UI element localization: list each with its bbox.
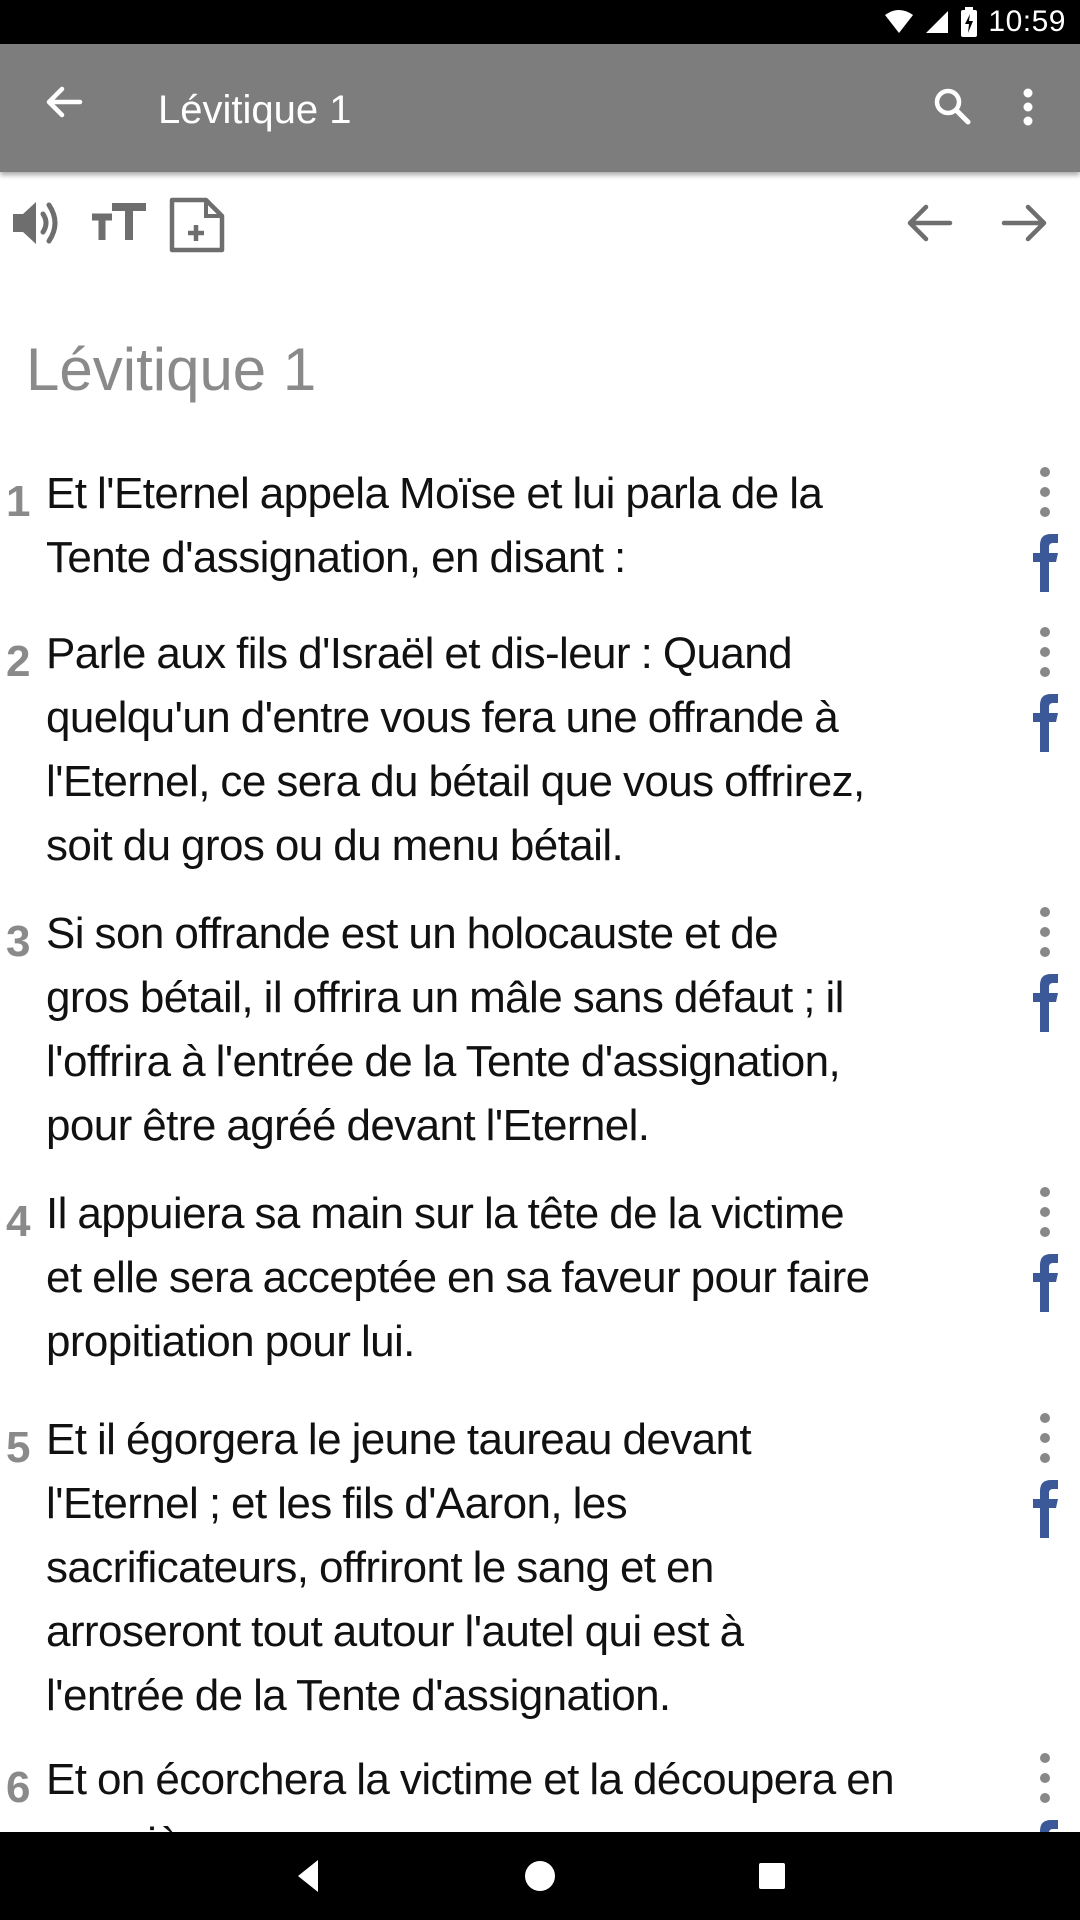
signal-icon (924, 9, 950, 35)
verse-item[interactable] (0, 622, 1080, 902)
verse-line: soit du gros ou du menu bétail. (46, 821, 624, 870)
nav-back-icon[interactable] (288, 1854, 332, 1898)
app-bar (0, 44, 1080, 172)
verse-line: l'entrée de la Tente d'assignation. (46, 1671, 671, 1720)
status-bar (0, 0, 1080, 44)
verse-menu-icon[interactable] (1034, 462, 1056, 522)
nav-home-icon[interactable] (518, 1854, 562, 1898)
verse-item[interactable] (0, 902, 1080, 1182)
verse-number: 6 (6, 1763, 31, 1812)
system-nav-bar (0, 1832, 1080, 1920)
verse-line: l'offrira à l'entrée de la Tente d'assignation, (46, 1037, 841, 1086)
previous-arrow-icon[interactable] (904, 190, 956, 256)
facebook-share-icon[interactable] (1028, 972, 1062, 1032)
verse-line: l'Eternel, ce sera du bétail que vous offrirez, (46, 757, 865, 806)
search-icon[interactable] (928, 82, 978, 132)
verse-line: Et on écorchera la victime et la découpera en (46, 1755, 894, 1804)
verse-number: 2 (6, 637, 31, 686)
verse-line: propitiation pour lui. (46, 1317, 415, 1366)
next-arrow-icon[interactable] (998, 190, 1050, 256)
add-note-icon[interactable] (168, 190, 226, 256)
facebook-share-icon[interactable] (1028, 1252, 1062, 1312)
verse-line: Tente d'assignation, en disant : (46, 533, 626, 582)
facebook-share-icon[interactable] (1028, 1478, 1062, 1538)
verse-text (46, 1408, 1006, 1728)
verse-line: Parle aux fils d'Israël et dis-leur : Quand (46, 629, 792, 678)
status-time: 10:59 (988, 5, 1066, 38)
verse-number: 3 (6, 917, 31, 966)
status-icons (884, 0, 1066, 44)
verse-number: 5 (6, 1423, 31, 1472)
verse-number: 4 (6, 1197, 31, 1246)
verse-item[interactable] (0, 1408, 1080, 1748)
verse-list (0, 462, 1080, 1908)
verse-text (46, 622, 1006, 878)
verse-line: gros bétail, il offrira un mâle sans défaut ; il (46, 973, 844, 1022)
verse-menu-icon[interactable] (1034, 1408, 1056, 1468)
battery-icon (960, 7, 978, 37)
verse-line: l'Eternel ; et les fils d'Aaron, les (46, 1479, 628, 1528)
verse-item[interactable] (0, 1182, 1080, 1408)
verse-line: pour être agréé devant l'Eternel. (46, 1101, 650, 1150)
wifi-icon (884, 9, 914, 35)
verse-line: Il appuiera sa main sur la tête de la victime (46, 1189, 844, 1238)
overflow-menu-icon[interactable] (1008, 82, 1048, 132)
verse-text (46, 902, 1006, 1158)
app-bar-title: Lévitique 1 (158, 88, 352, 132)
verse-line: Et l'Eternel appela Moïse et lui parla de la (46, 469, 823, 518)
verse-line: arroseront tout autour l'autel qui est à (46, 1607, 744, 1656)
facebook-share-icon[interactable] (1028, 532, 1062, 592)
facebook-share-icon[interactable] (1028, 692, 1062, 752)
text-size-icon[interactable] (90, 190, 148, 256)
verse-menu-icon[interactable] (1034, 1748, 1056, 1808)
volume-icon[interactable] (10, 190, 64, 256)
verse-line: sacrificateurs, offriront le sang et en (46, 1543, 714, 1592)
verse-text (46, 1182, 1006, 1374)
verse-item[interactable] (0, 462, 1080, 622)
nav-recents-icon[interactable] (750, 1854, 794, 1898)
verse-menu-icon[interactable] (1034, 1182, 1056, 1242)
back-arrow-icon[interactable] (36, 74, 92, 130)
verse-number: 1 (6, 477, 31, 526)
verse-line: quelqu'un d'entre vous fera une offrande à (46, 693, 839, 742)
verse-menu-icon[interactable] (1034, 622, 1056, 682)
verse-menu-icon[interactable] (1034, 902, 1056, 962)
verse-line: et elle sera acceptée en sa faveur pour faire (46, 1253, 870, 1302)
verse-line: Si son offrande est un holocauste et de (46, 909, 778, 958)
chapter-title: Lévitique 1 (26, 336, 317, 403)
verse-text (46, 462, 1006, 590)
chapter-toolbar (0, 190, 1080, 260)
verse-line: Et il égorgera le jeune taureau devant (46, 1415, 752, 1464)
